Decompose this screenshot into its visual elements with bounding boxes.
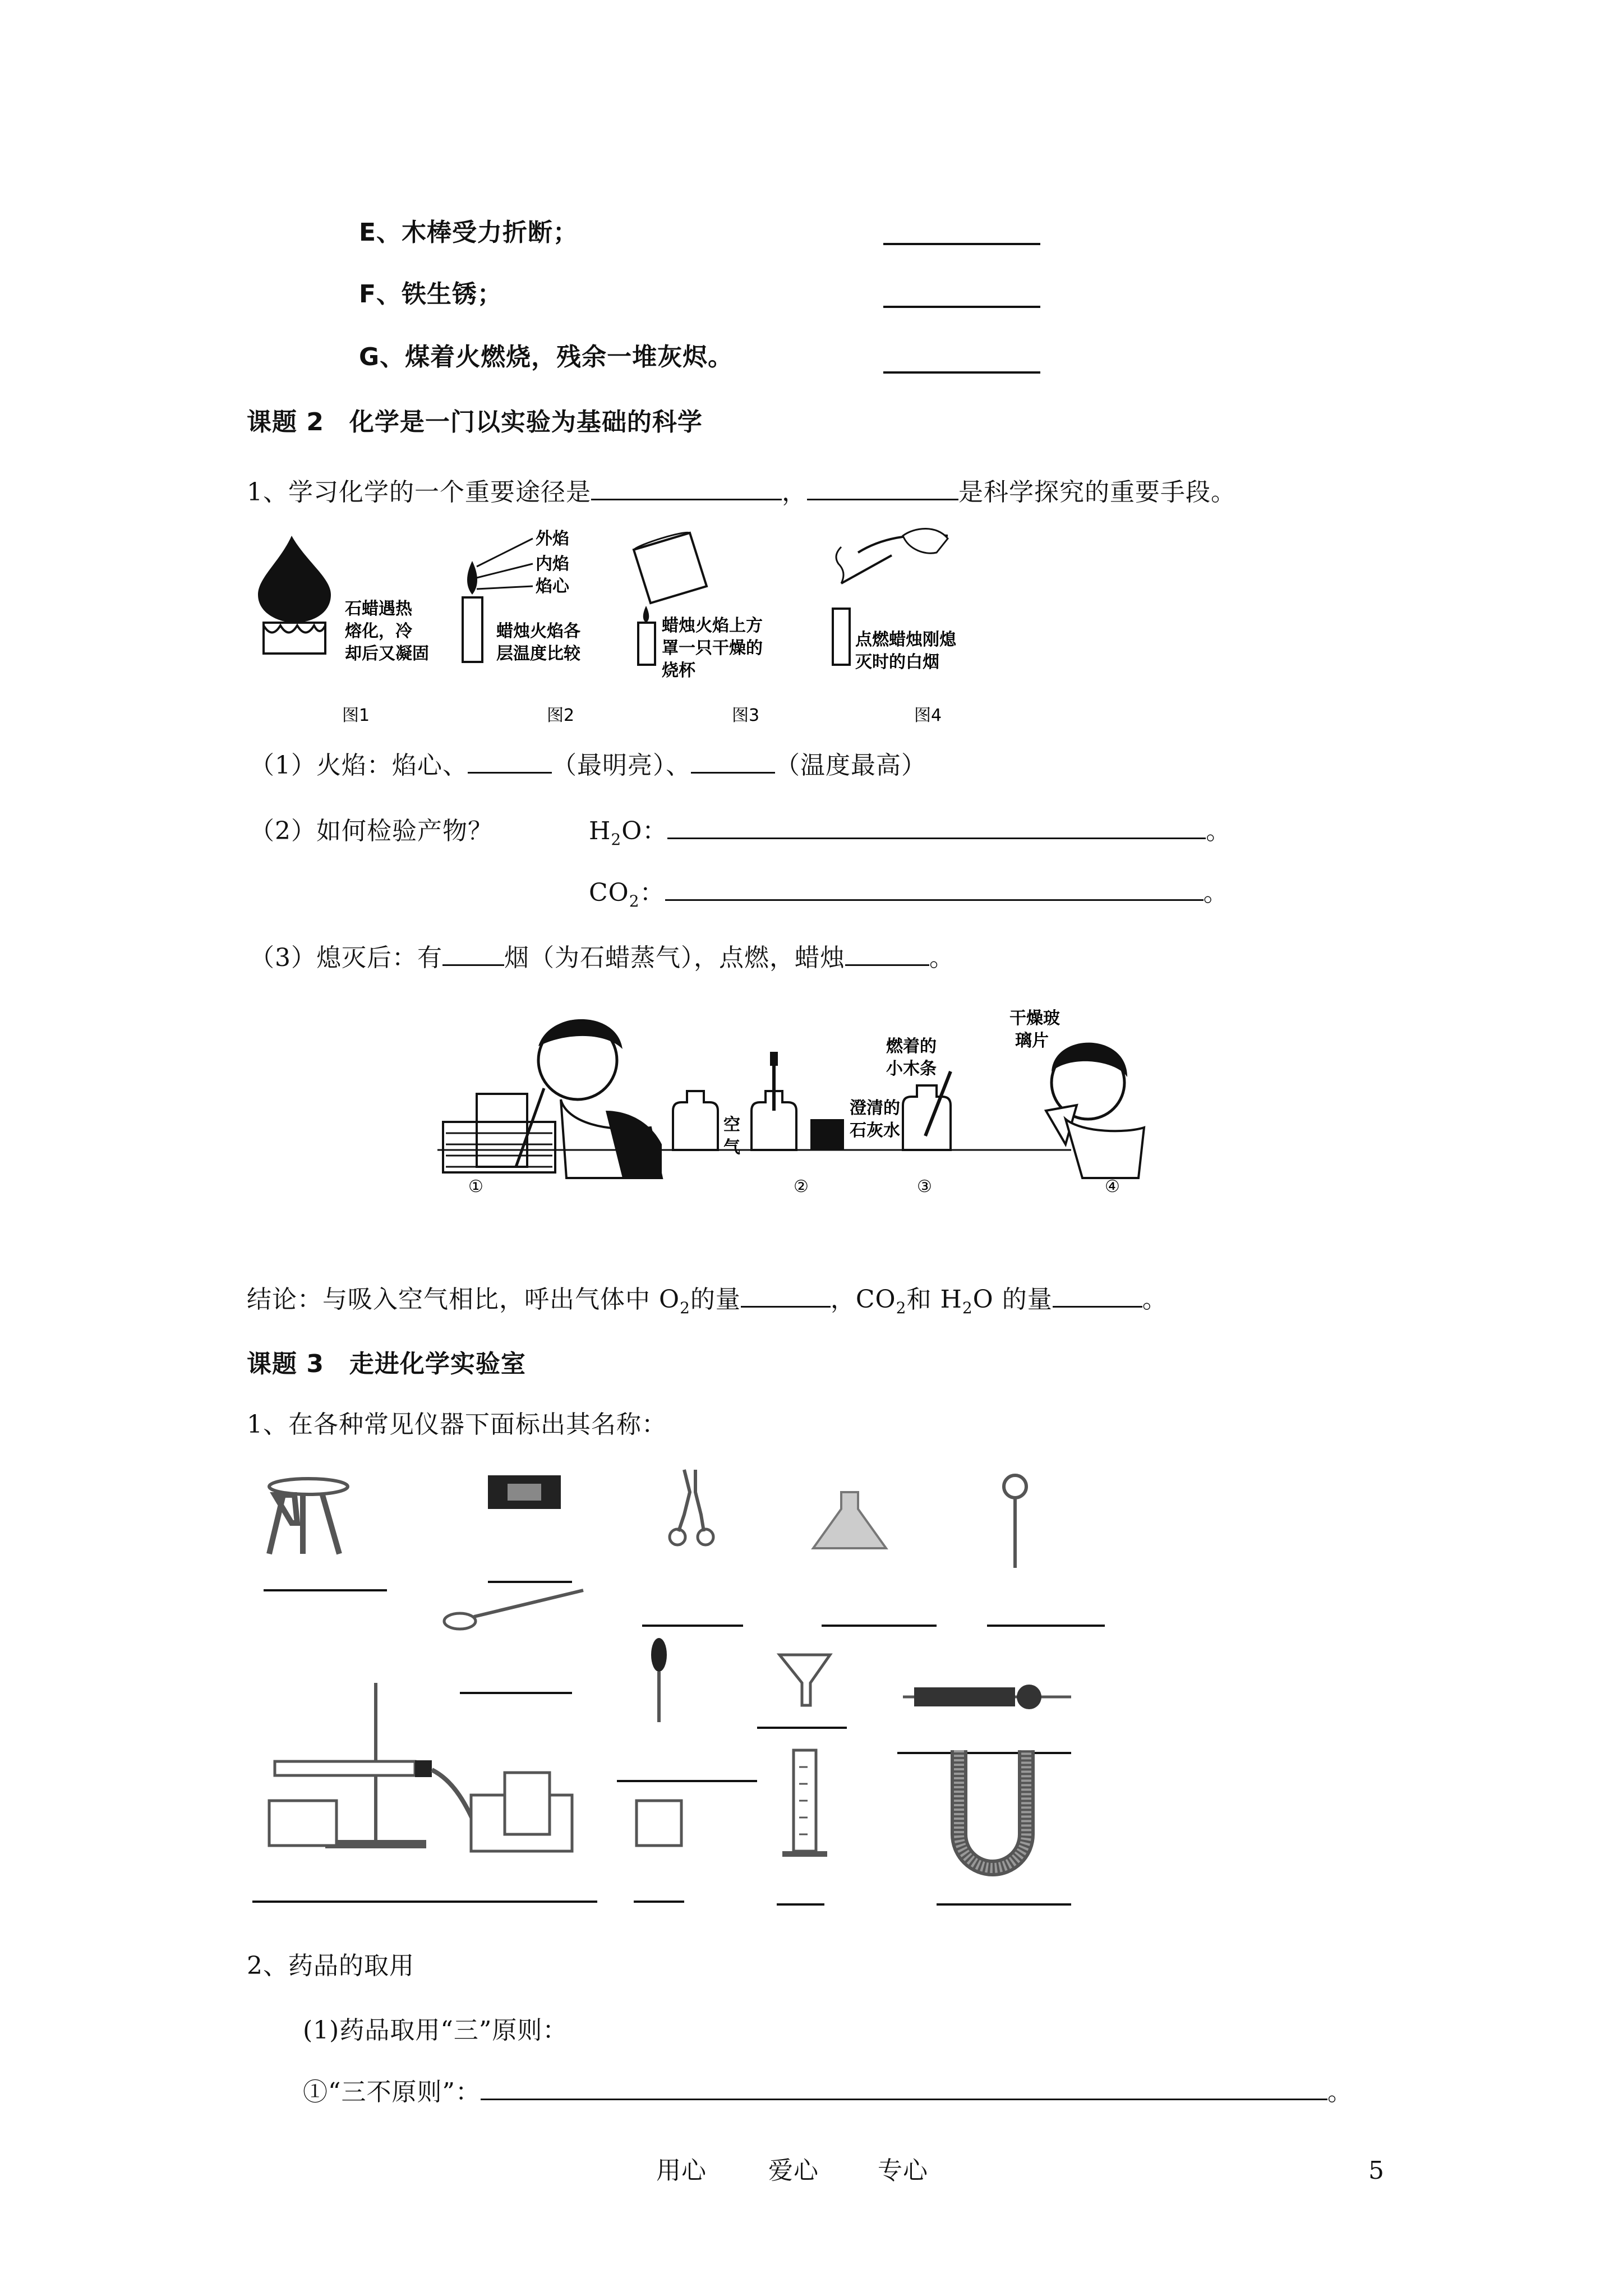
fig4-label: 图4 [914,706,942,725]
fig4-caption-2: 灭时的白烟 [855,652,939,672]
graduated-cylinder [782,1750,827,1857]
exp4-girl-breathing-on-glass [1009,1009,1144,1178]
conclusion: 结论：与吸入空气相比，呼出气体中 $O_2$的量 ，$CO_2$和 $H_2O$ 的量 。 [247,1283,1168,1325]
breath-experiment-figure [437,999,1223,1212]
dropper [651,1638,667,1722]
funnel [780,1655,830,1705]
fig3-label: 图3 [732,706,760,725]
footer-motto-1: 用心 [656,2156,707,2185]
u-tube [959,1750,1026,1868]
svg-text:澄清的: 澄清的 [850,1098,900,1118]
fig1-caption-3: 却后又凝固 [345,644,429,664]
product-test-co2: $CO_2$： 。 [589,876,1229,918]
answer-blank-e [883,243,1040,245]
apparatus-figures [247,1470,1122,1918]
test-tube-brush [903,1685,1071,1709]
candle-figures [247,522,1077,735]
exp2-air-bottles [673,1052,900,1157]
svg-text:干燥玻: 干燥玻 [1009,1009,1060,1028]
fig3-caption-2: 罩一只干燥的 [662,638,763,658]
blank-q1-b [807,476,958,500]
gas-collection-setup [269,1683,572,1851]
fig2-caption-1: 蜡烛火焰各 [496,622,580,641]
svg-text:③: ③ [917,1177,932,1197]
item-f: F、铁生锈； [359,280,503,309]
inner-flame-label: 内焰 [536,554,569,574]
topic2-q1: 1、学习化学的一个重要途径是 ， 是科学探究的重要手段。 [247,476,1236,509]
beaker [637,1801,681,1846]
item-g: G、煤着火燃烧，残余一堆灰烬。 [359,343,734,371]
fig1-label: 图1 [342,706,370,725]
fig3-caption-1: 蜡烛火焰上方 [662,616,763,636]
answer-blank-g [883,371,1040,374]
fig2-caption-2: 层温度比较 [496,644,580,664]
blank-q1-a [591,476,782,500]
topic3-title: 课题 3 走进化学实验室 [247,1350,526,1378]
svg-text:石灰水: 石灰水 [850,1121,900,1140]
medicine-spoon [444,1590,583,1629]
fig1-caption-1: 石蜡遇热 [345,599,412,619]
fig1-caption-2: 熔化，冷 [345,622,412,641]
product-test-h2o: $H_2O$： 。 [589,815,1231,857]
fig1-melted-wax [258,536,331,654]
asbestos-gauze [488,1475,561,1509]
tripod-stand [269,1479,348,1554]
svg-text:④: ④ [1105,1177,1120,1197]
exp1-student-blowing [443,1019,662,1178]
outer-flame-label: 外焰 [536,529,569,549]
svg-text:小木条: 小木条 [886,1059,937,1079]
answer-blank-f [883,306,1040,308]
svg-text:①: ① [468,1177,483,1197]
extinguish-question: （3）熄灭后：有 烟（为石蜡蒸气），点燃，蜡烛 。 [250,941,955,975]
footer-motto-2: 爱心 [768,2156,819,2185]
page-number: 5 [1368,2156,1385,2185]
item-e: E、木棒受力折断； [359,218,579,247]
svg-text:璃片: 璃片 [1015,1031,1049,1051]
svg-text:空: 空 [723,1115,740,1135]
topic2-title: 课题 2 化学是一门以实验为基础的科学 [247,408,703,436]
topic3-q2: 2、药品的取用 [247,1952,414,1980]
topic3-q2-1: (1)药品取用“三”原则： [303,2016,568,2045]
svg-text:气: 气 [723,1138,740,1157]
three-nots-principle: ①“三不原则”： 。 [303,2076,1353,2109]
fig2-candle-flame [463,539,533,662]
flame-core-label: 焰心 [536,577,569,596]
product-test-label: （2）如何检验产物？ [250,817,493,845]
fig2-label: 图2 [547,706,575,725]
svg-text:燃着的: 燃着的 [886,1037,937,1056]
fig3-caption-3: 烧杯 [662,661,695,680]
topic3-q1: 1、在各种常见仪器下面标出其名称： [247,1410,667,1439]
footer-motto-3: 专心 [878,2156,928,2185]
svg-text:②: ② [794,1177,809,1197]
flame-question: （1）火焰：焰心、 （最明亮）、 （温度最高） [250,749,926,783]
fig4-caption-1: 点燃蜡烛刚熄 [855,630,956,650]
conical-flask [813,1492,886,1548]
combustion-spoon [1004,1475,1026,1568]
crucible-tongs [670,1470,713,1545]
